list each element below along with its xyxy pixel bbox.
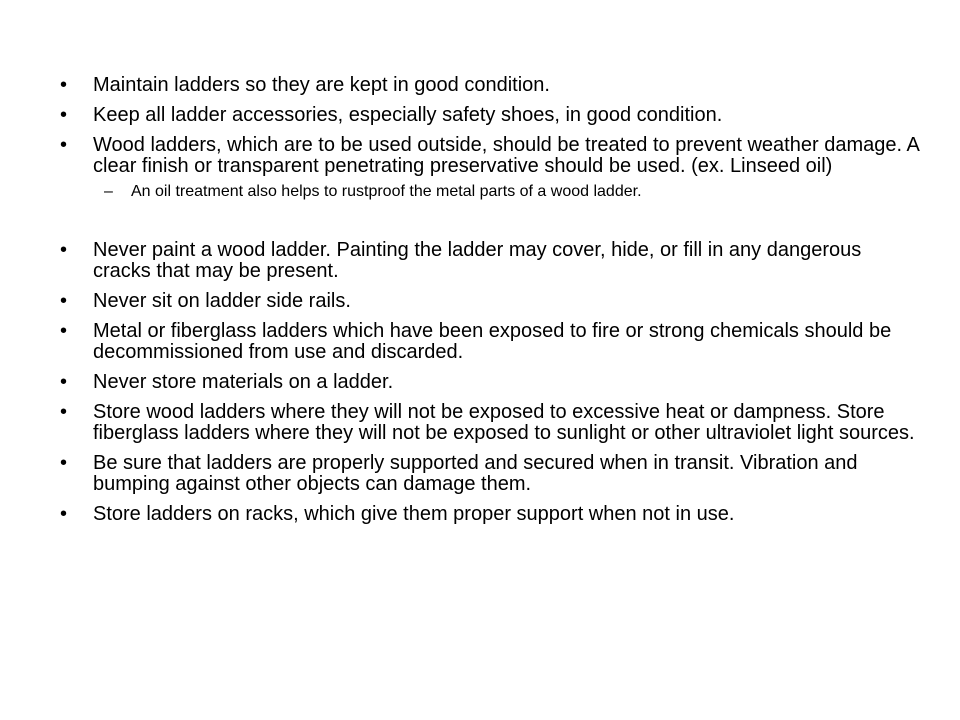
bullet-text: Store wood ladders where they will not be exposed to excessive heat or dampness. Store fiberglass ladders where they will not be exposed to sunlight or other ultraviolet light sources. [93, 401, 915, 444]
bullet-text: Be sure that ladders are properly supported and secured when in transit. Vibration and bumping against other objects can damage them. [93, 452, 858, 495]
bullet-marker: • [60, 239, 68, 261]
bullet-item-wood-ladders-outside [60, 135, 920, 177]
bullet-text: Never store materials on a ladder. [93, 371, 394, 393]
bullet-text: Store ladders on racks, which give them proper support when not in use. [93, 503, 735, 525]
bullet-item-never-store [60, 372, 920, 393]
bullet-marker: • [60, 503, 68, 525]
bullet-text: Wood ladders, which are to be used outside, should be treated to prevent weather damage. A clear finish or transparent penetrating preservative should be used. (ex. Linseed oil) [93, 134, 919, 177]
sub-bullet-text: An oil treatment also helps to rustproof the metal parts of a wood ladder. [131, 183, 642, 200]
bullet-item-store-wood-ladders [60, 402, 920, 444]
bullet-text: Maintain ladders so they are kept in good condition. [93, 74, 550, 96]
bullet-item-maintain-ladders [60, 75, 920, 96]
bullet-text: Keep all ladder accessories, especially safety shoes, in good condition. [93, 104, 723, 126]
spacer [60, 210, 920, 240]
bullet-text: Never paint a wood ladder. Painting the ladder may cover, hide, or fill in any dangerous cracks that may be present. [93, 239, 862, 282]
bullet-marker: • [60, 290, 68, 312]
bullet-marker: • [60, 401, 68, 423]
bullet-marker: • [60, 104, 68, 126]
bullet-text: Metal or fiberglass ladders which have been exposed to fire or strong chemicals should be decommissioned from use and discarded. [93, 320, 892, 363]
bullet-list [60, 75, 920, 534]
bullet-item-racks [60, 504, 920, 525]
bullet-marker: • [60, 452, 68, 474]
bullet-item-transit [60, 453, 920, 495]
sub-bullet-marker: – [104, 183, 113, 200]
bullet-marker: • [60, 74, 68, 96]
bullet-marker: • [60, 371, 68, 393]
bullet-item-fire-exposure [60, 321, 920, 363]
bullet-item-never-sit [60, 291, 920, 312]
bullet-marker: • [60, 134, 68, 156]
bullet-marker: • [60, 320, 68, 342]
bullet-item-never-paint [60, 240, 920, 282]
bullet-text: Never sit on ladder side rails. [93, 290, 351, 312]
sub-bullet-oil-treatment [60, 183, 920, 201]
bullet-item-accessories [60, 105, 920, 126]
